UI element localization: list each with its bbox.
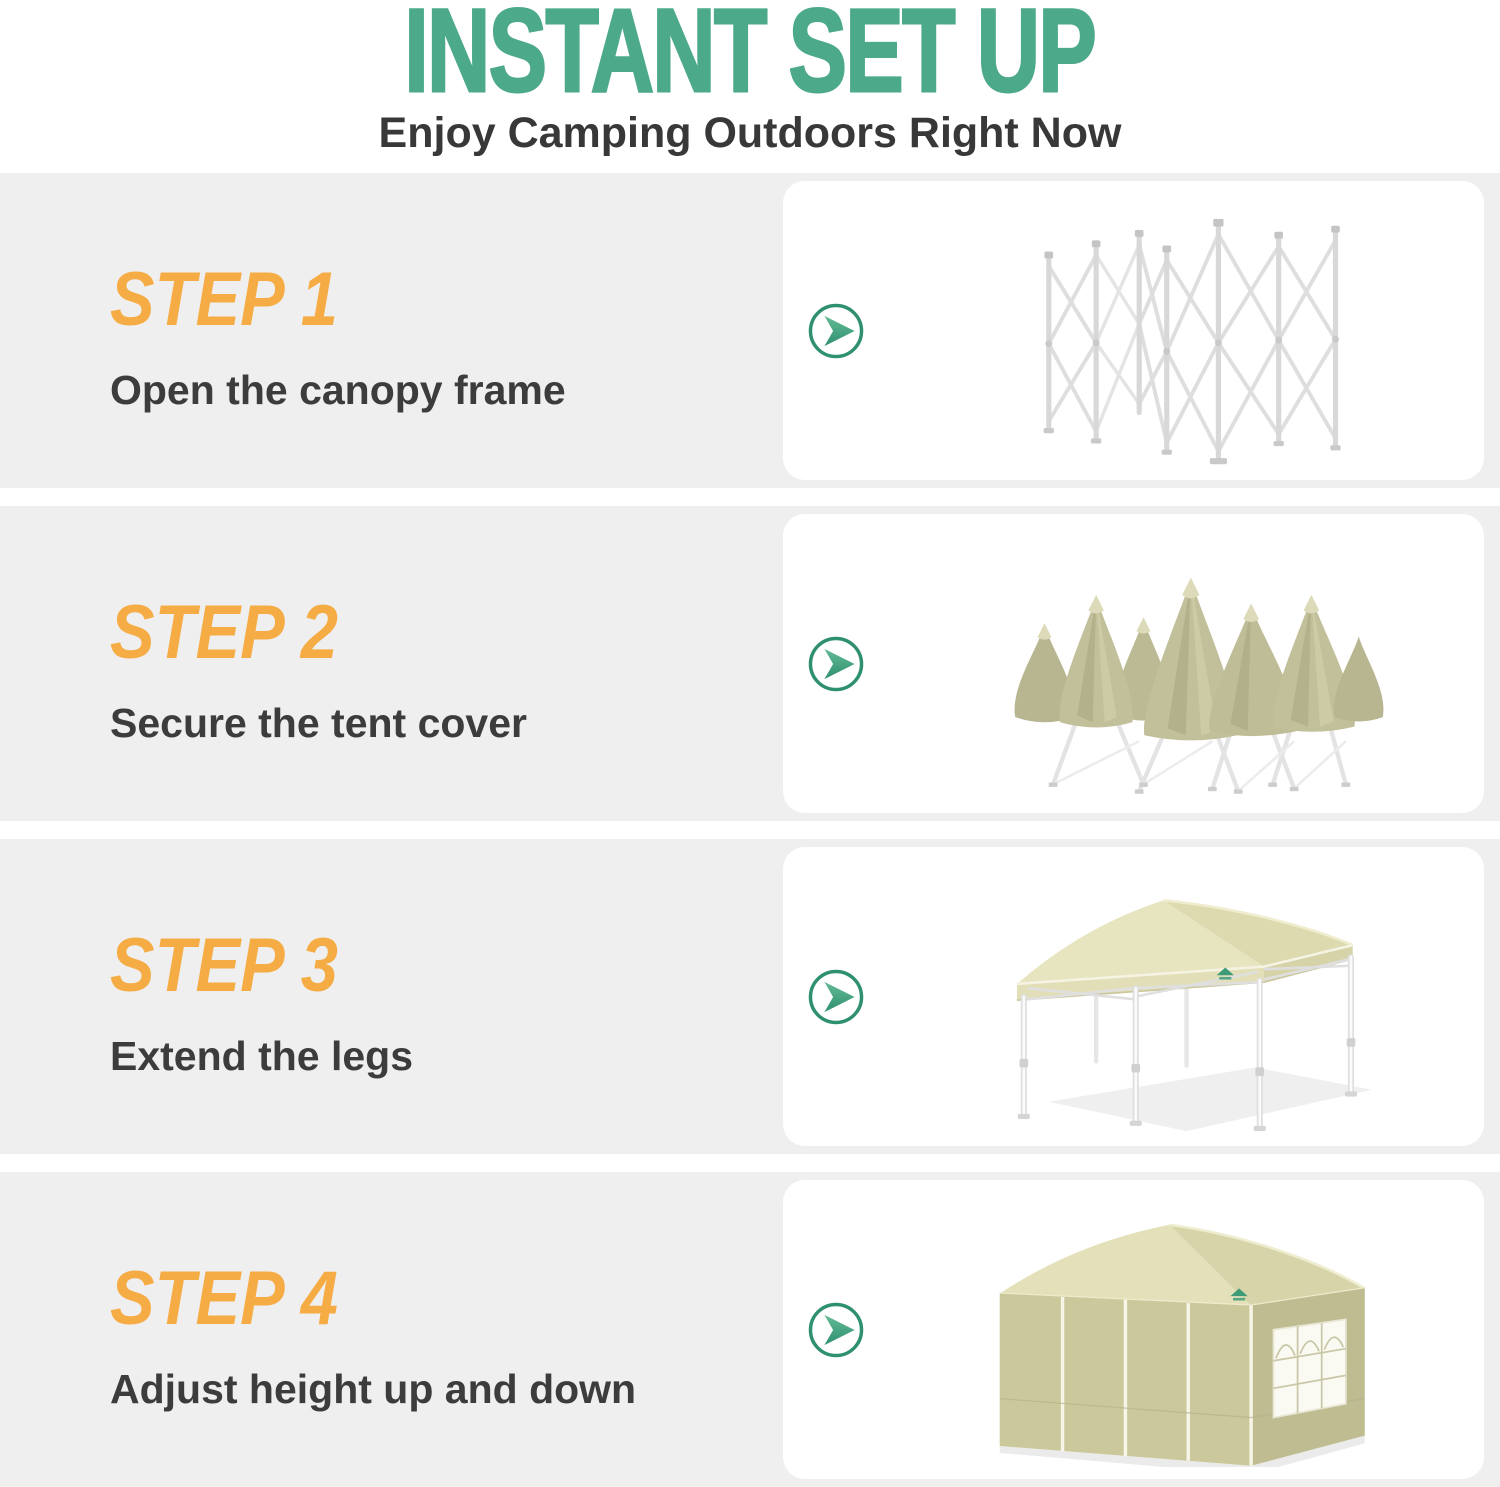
step-4-image-card [783,1180,1484,1479]
circle-arrow-right-icon [783,968,888,1026]
step-1-description: Open the canopy frame [110,366,566,413]
step-3-image-card [783,847,1484,1146]
step-row-3 [0,839,1500,1154]
step-4-label: STEP 4 [110,1255,338,1341]
draped-tent-cover-illustration [888,514,1484,813]
circle-arrow-right-icon [783,302,888,360]
page-title: INSTANT SET UP [404,0,1096,117]
step-2-image-card [783,514,1484,813]
step-3-description: Extend the legs [110,1032,414,1079]
circle-arrow-right-icon [783,635,888,693]
step-3-text [0,839,783,1154]
extended-canopy-illustration [888,847,1484,1146]
canopy-with-sidewalls-illustration [888,1180,1484,1479]
step-1-image-card [783,181,1484,480]
circle-arrow-right-icon [783,1301,888,1359]
step-2-description: Secure the tent cover [110,699,527,746]
step-1-label: STEP 1 [110,256,338,342]
page-subtitle: Enjoy Camping Outdoors Right Now [378,109,1122,157]
step-4-description: Adjust height up and down [110,1365,637,1412]
step-row-1 [0,173,1500,488]
header [0,0,1500,173]
step-3-label: STEP 3 [110,922,338,1008]
step-row-4 [0,1172,1500,1487]
step-4-text [0,1172,783,1487]
step-2-label: STEP 2 [110,589,338,675]
folded-canopy-frame-illustration [888,181,1484,480]
step-2-text [0,506,783,821]
step-1-text [0,173,783,488]
step-row-2 [0,506,1500,821]
